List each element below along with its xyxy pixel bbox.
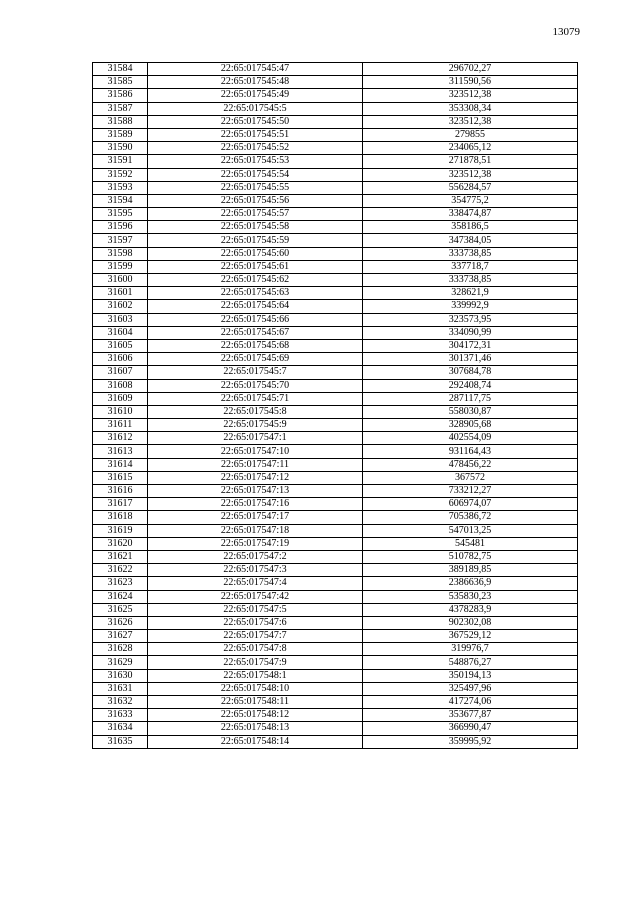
table-row xyxy=(93,300,578,313)
table-row xyxy=(93,260,578,273)
cadastral-number-cell: 22:65:017545:64 xyxy=(148,300,363,313)
table-row xyxy=(93,379,578,392)
row-number-cell: 31614 xyxy=(93,458,148,471)
row-number-cell: 31610 xyxy=(93,405,148,418)
value-cell: 334090,99 xyxy=(363,326,578,339)
row-number-cell: 31634 xyxy=(93,722,148,735)
cadastral-number-cell: 22:65:017547:1 xyxy=(148,432,363,445)
row-number-cell: 31623 xyxy=(93,577,148,590)
table-row xyxy=(93,537,578,550)
value-cell: 323573,95 xyxy=(363,313,578,326)
cadastral-number-cell: 22:65:017545:68 xyxy=(148,339,363,352)
value-cell: 354775,2 xyxy=(363,194,578,207)
row-number-cell: 31600 xyxy=(93,274,148,287)
row-number-cell: 31617 xyxy=(93,498,148,511)
cadastral-number-cell: 22:65:017545:62 xyxy=(148,274,363,287)
table-row xyxy=(93,155,578,168)
table-row xyxy=(93,511,578,524)
value-cell: 367529,12 xyxy=(363,630,578,643)
table-row xyxy=(93,722,578,735)
row-number-cell: 31592 xyxy=(93,168,148,181)
value-cell: 325497,96 xyxy=(363,682,578,695)
table-row xyxy=(93,221,578,234)
value-cell: 328621,9 xyxy=(363,287,578,300)
table-row xyxy=(93,590,578,603)
value-cell: 323512,38 xyxy=(363,89,578,102)
value-cell: 733212,27 xyxy=(363,485,578,498)
value-cell: 287117,75 xyxy=(363,392,578,405)
row-number-cell: 31588 xyxy=(93,115,148,128)
row-number-cell: 31621 xyxy=(93,550,148,563)
table-row xyxy=(93,603,578,616)
table-row xyxy=(93,564,578,577)
cadastral-number-cell: 22:65:017547:18 xyxy=(148,524,363,537)
cadastral-number-cell: 22:65:017545:58 xyxy=(148,221,363,234)
value-cell: 366990,47 xyxy=(363,722,578,735)
row-number-cell: 31629 xyxy=(93,656,148,669)
cadastral-number-cell: 22:65:017545:63 xyxy=(148,287,363,300)
row-number-cell: 31626 xyxy=(93,616,148,629)
table-row xyxy=(93,471,578,484)
cadastral-number-cell: 22:65:017545:51 xyxy=(148,128,363,141)
value-cell: 337718,7 xyxy=(363,260,578,273)
value-cell: 307684,78 xyxy=(363,366,578,379)
table-row xyxy=(93,247,578,260)
cadastral-number-cell: 22:65:017548:10 xyxy=(148,682,363,695)
table-row xyxy=(93,498,578,511)
row-number-cell: 31624 xyxy=(93,590,148,603)
table-row xyxy=(93,577,578,590)
value-cell: 545481 xyxy=(363,537,578,550)
value-cell: 606974,07 xyxy=(363,498,578,511)
cadastral-number-cell: 22:65:017545:52 xyxy=(148,142,363,155)
table-row xyxy=(93,115,578,128)
value-cell: 510782,75 xyxy=(363,550,578,563)
cadastral-number-cell: 22:65:017545:57 xyxy=(148,208,363,221)
cadastral-number-cell: 22:65:017545:53 xyxy=(148,155,363,168)
row-number-cell: 31618 xyxy=(93,511,148,524)
table-row xyxy=(93,287,578,300)
row-number-cell: 31585 xyxy=(93,76,148,89)
row-number-cell: 31622 xyxy=(93,564,148,577)
cadastral-number-cell: 22:65:017547:5 xyxy=(148,603,363,616)
cadastral-number-cell: 22:65:017547:6 xyxy=(148,616,363,629)
cadastral-number-cell: 22:65:017545:60 xyxy=(148,247,363,260)
table-row xyxy=(93,208,578,221)
value-cell: 271878,51 xyxy=(363,155,578,168)
value-cell: 547013,25 xyxy=(363,524,578,537)
value-cell: 301371,46 xyxy=(363,353,578,366)
value-cell: 333738,85 xyxy=(363,247,578,260)
cadastral-number-cell: 22:65:017545:67 xyxy=(148,326,363,339)
row-number-cell: 31603 xyxy=(93,313,148,326)
value-cell: 350194,13 xyxy=(363,669,578,682)
value-cell: 319976,7 xyxy=(363,643,578,656)
row-number-cell: 31605 xyxy=(93,339,148,352)
row-number-cell: 31625 xyxy=(93,603,148,616)
cadastral-number-cell: 22:65:017545:66 xyxy=(148,313,363,326)
value-cell: 323512,38 xyxy=(363,115,578,128)
table-row xyxy=(93,366,578,379)
cadastral-number-cell: 22:65:017548:13 xyxy=(148,722,363,735)
page-number: 13079 xyxy=(552,26,580,38)
value-cell: 347384,05 xyxy=(363,234,578,247)
value-cell: 338474,87 xyxy=(363,208,578,221)
table-row xyxy=(93,709,578,722)
value-cell: 367572 xyxy=(363,471,578,484)
cadastral-number-cell: 22:65:017545:71 xyxy=(148,392,363,405)
table-row xyxy=(93,234,578,247)
table-row xyxy=(93,656,578,669)
value-cell: 323512,38 xyxy=(363,168,578,181)
cadastral-number-cell: 22:65:017547:10 xyxy=(148,445,363,458)
value-cell: 902302,08 xyxy=(363,616,578,629)
value-cell: 389189,85 xyxy=(363,564,578,577)
cadastral-number-cell: 22:65:017545:69 xyxy=(148,353,363,366)
value-cell: 296702,27 xyxy=(363,63,578,76)
row-number-cell: 31589 xyxy=(93,128,148,141)
cadastral-number-cell: 22:65:017545:7 xyxy=(148,366,363,379)
cadastral-number-cell: 22:65:017545:54 xyxy=(148,168,363,181)
value-cell: 402554,09 xyxy=(363,432,578,445)
value-cell: 353308,34 xyxy=(363,102,578,115)
row-number-cell: 31602 xyxy=(93,300,148,313)
table-row xyxy=(93,630,578,643)
row-number-cell: 31601 xyxy=(93,287,148,300)
row-number-cell: 31594 xyxy=(93,194,148,207)
row-number-cell: 31587 xyxy=(93,102,148,115)
table-row xyxy=(93,168,578,181)
cadastral-number-cell: 22:65:017547:19 xyxy=(148,537,363,550)
table-row xyxy=(93,194,578,207)
table-row xyxy=(93,102,578,115)
row-number-cell: 31620 xyxy=(93,537,148,550)
row-number-cell: 31613 xyxy=(93,445,148,458)
table-row xyxy=(93,142,578,155)
row-number-cell: 31586 xyxy=(93,89,148,102)
row-number-cell: 31597 xyxy=(93,234,148,247)
cadastral-number-cell: 22:65:017547:7 xyxy=(148,630,363,643)
cadastral-number-cell: 22:65:017545:55 xyxy=(148,181,363,194)
value-cell: 931164,43 xyxy=(363,445,578,458)
row-number-cell: 31591 xyxy=(93,155,148,168)
value-cell: 556284,57 xyxy=(363,181,578,194)
cadastral-number-cell: 22:65:017548:14 xyxy=(148,735,363,748)
row-number-cell: 31608 xyxy=(93,379,148,392)
table-row xyxy=(93,682,578,695)
row-number-cell: 31598 xyxy=(93,247,148,260)
row-number-cell: 31635 xyxy=(93,735,148,748)
cadastral-number-cell: 22:65:017545:70 xyxy=(148,379,363,392)
cadastral-number-cell: 22:65:017548:12 xyxy=(148,709,363,722)
row-number-cell: 31599 xyxy=(93,260,148,273)
value-cell: 478456,22 xyxy=(363,458,578,471)
table-body xyxy=(93,63,578,749)
row-number-cell: 31612 xyxy=(93,432,148,445)
cadastral-number-cell: 22:65:017547:16 xyxy=(148,498,363,511)
value-cell: 2386636,9 xyxy=(363,577,578,590)
value-cell: 4378283,9 xyxy=(363,603,578,616)
cadastral-number-cell: 22:65:017547:12 xyxy=(148,471,363,484)
table-row xyxy=(93,485,578,498)
row-number-cell: 31628 xyxy=(93,643,148,656)
cadastral-number-cell: 22:65:017547:42 xyxy=(148,590,363,603)
value-cell: 292408,74 xyxy=(363,379,578,392)
row-number-cell: 31607 xyxy=(93,366,148,379)
cadastral-number-cell: 22:65:017545:48 xyxy=(148,76,363,89)
table-row xyxy=(93,524,578,537)
table-row xyxy=(93,458,578,471)
row-number-cell: 31632 xyxy=(93,696,148,709)
cadastral-number-cell: 22:65:017548:1 xyxy=(148,669,363,682)
value-cell: 558030,87 xyxy=(363,405,578,418)
cadastral-number-cell: 22:65:017545:9 xyxy=(148,419,363,432)
table-row xyxy=(93,616,578,629)
row-number-cell: 31631 xyxy=(93,682,148,695)
cadastral-number-cell: 22:65:017545:61 xyxy=(148,260,363,273)
value-cell: 417274,06 xyxy=(363,696,578,709)
row-number-cell: 31611 xyxy=(93,419,148,432)
value-cell: 304172,31 xyxy=(363,339,578,352)
data-table xyxy=(92,62,578,749)
cadastral-number-cell: 22:65:017547:9 xyxy=(148,656,363,669)
cadastral-number-cell: 22:65:017547:3 xyxy=(148,564,363,577)
cadastral-number-cell: 22:65:017545:8 xyxy=(148,405,363,418)
cadastral-number-cell: 22:65:017545:49 xyxy=(148,89,363,102)
row-number-cell: 31609 xyxy=(93,392,148,405)
row-number-cell: 31584 xyxy=(93,63,148,76)
table-row xyxy=(93,419,578,432)
table-row xyxy=(93,445,578,458)
table-row xyxy=(93,326,578,339)
cadastral-number-cell: 22:65:017545:50 xyxy=(148,115,363,128)
row-number-cell: 31627 xyxy=(93,630,148,643)
row-number-cell: 31616 xyxy=(93,485,148,498)
value-cell: 353677,87 xyxy=(363,709,578,722)
cadastral-number-cell: 22:65:017547:2 xyxy=(148,550,363,563)
value-cell: 234065,12 xyxy=(363,142,578,155)
cadastral-number-cell: 22:65:017547:17 xyxy=(148,511,363,524)
value-cell: 279855 xyxy=(363,128,578,141)
row-number-cell: 31606 xyxy=(93,353,148,366)
value-cell: 358186,5 xyxy=(363,221,578,234)
table-row xyxy=(93,63,578,76)
value-cell: 333738,85 xyxy=(363,274,578,287)
value-cell: 328905,68 xyxy=(363,419,578,432)
value-cell: 359995,92 xyxy=(363,735,578,748)
cadastral-number-cell: 22:65:017545:56 xyxy=(148,194,363,207)
row-number-cell: 31619 xyxy=(93,524,148,537)
table-row xyxy=(93,550,578,563)
table-row xyxy=(93,339,578,352)
table-row xyxy=(93,181,578,194)
table-row xyxy=(93,669,578,682)
cadastral-number-cell: 22:65:017545:47 xyxy=(148,63,363,76)
table-row xyxy=(93,735,578,748)
table-row xyxy=(93,313,578,326)
table-row xyxy=(93,405,578,418)
cadastral-number-cell: 22:65:017548:11 xyxy=(148,696,363,709)
table-row xyxy=(93,353,578,366)
value-cell: 535830,23 xyxy=(363,590,578,603)
row-number-cell: 31596 xyxy=(93,221,148,234)
table-row xyxy=(93,392,578,405)
cadastral-number-cell: 22:65:017547:13 xyxy=(148,485,363,498)
cadastral-number-cell: 22:65:017547:4 xyxy=(148,577,363,590)
row-number-cell: 31595 xyxy=(93,208,148,221)
cadastral-number-cell: 22:65:017547:11 xyxy=(148,458,363,471)
table-row xyxy=(93,89,578,102)
row-number-cell: 31590 xyxy=(93,142,148,155)
value-cell: 339992,9 xyxy=(363,300,578,313)
cadastral-number-cell: 22:65:017547:8 xyxy=(148,643,363,656)
value-cell: 705386,72 xyxy=(363,511,578,524)
row-number-cell: 31630 xyxy=(93,669,148,682)
value-cell: 311590,56 xyxy=(363,76,578,89)
table-row xyxy=(93,643,578,656)
table-row xyxy=(93,128,578,141)
table-row xyxy=(93,76,578,89)
row-number-cell: 31633 xyxy=(93,709,148,722)
row-number-cell: 31593 xyxy=(93,181,148,194)
row-number-cell: 31604 xyxy=(93,326,148,339)
table-row xyxy=(93,432,578,445)
cadastral-number-cell: 22:65:017545:5 xyxy=(148,102,363,115)
value-cell: 548876,27 xyxy=(363,656,578,669)
table-row xyxy=(93,274,578,287)
cadastral-number-cell: 22:65:017545:59 xyxy=(148,234,363,247)
row-number-cell: 31615 xyxy=(93,471,148,484)
table-row xyxy=(93,696,578,709)
